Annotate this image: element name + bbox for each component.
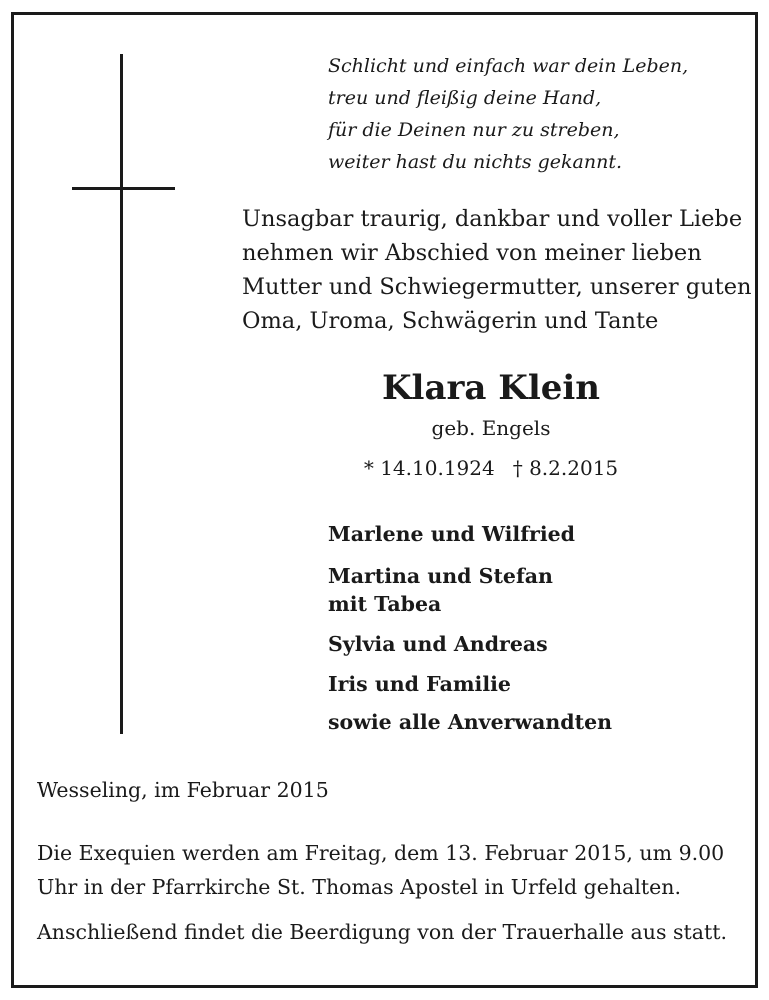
intro-line: Unsagbar traurig, dankbar und voller Liebe — [242, 206, 743, 232]
intro-line: nehmen wir Abschied von meiner lieben — [242, 240, 702, 266]
death-date: † 8.2.2015 — [512, 456, 619, 480]
intro-text — [242, 202, 752, 338]
motto-line: weiter hast du nichts gekannt. — [328, 151, 623, 173]
burial-info: Anschließend findet die Beerdigung von der Trauerhalle aus statt. — [37, 920, 727, 944]
motto-poem — [328, 50, 688, 178]
mourner-entry: mit Tabea — [328, 592, 442, 616]
life-dates — [242, 456, 740, 480]
deceased-name: Klara Klein — [381, 368, 600, 408]
cross-icon-bar — [72, 187, 175, 190]
birth-date: * 14.10.1924 — [363, 456, 495, 480]
motto-line: für die Deinen nur zu streben, — [328, 119, 620, 141]
cross-icon — [120, 54, 123, 734]
service-info — [37, 836, 725, 904]
service-line: Uhr in der Pfarrkirche St. Thomas Apostel in Urfeld gehalten. — [37, 875, 682, 899]
service-line: Die Exequien werden am Freitag, dem 13. Februar 2015, um 9.00 — [37, 841, 725, 865]
place-date: Wesseling, im Februar 2015 — [37, 778, 329, 802]
motto-line: treu und fleißig deine Hand, — [328, 87, 602, 109]
mourner-entry: Sylvia und Andreas — [328, 632, 548, 656]
intro-line: Oma, Uroma, Schwägerin und Tante — [242, 308, 659, 334]
mourner-entry: Martina und Stefan — [328, 564, 553, 588]
mourner-entry: Marlene und Wilfried — [328, 522, 575, 546]
motto-line: Schlicht und einfach war dein Leben, — [328, 55, 689, 77]
intro-line: Mutter und Schwiegermutter, unserer guten — [242, 274, 752, 300]
birth-name: geb. Engels — [431, 416, 551, 440]
mourner-entry: sowie alle Anverwandten — [328, 710, 613, 734]
mourner-entry: Iris und Familie — [328, 672, 511, 696]
